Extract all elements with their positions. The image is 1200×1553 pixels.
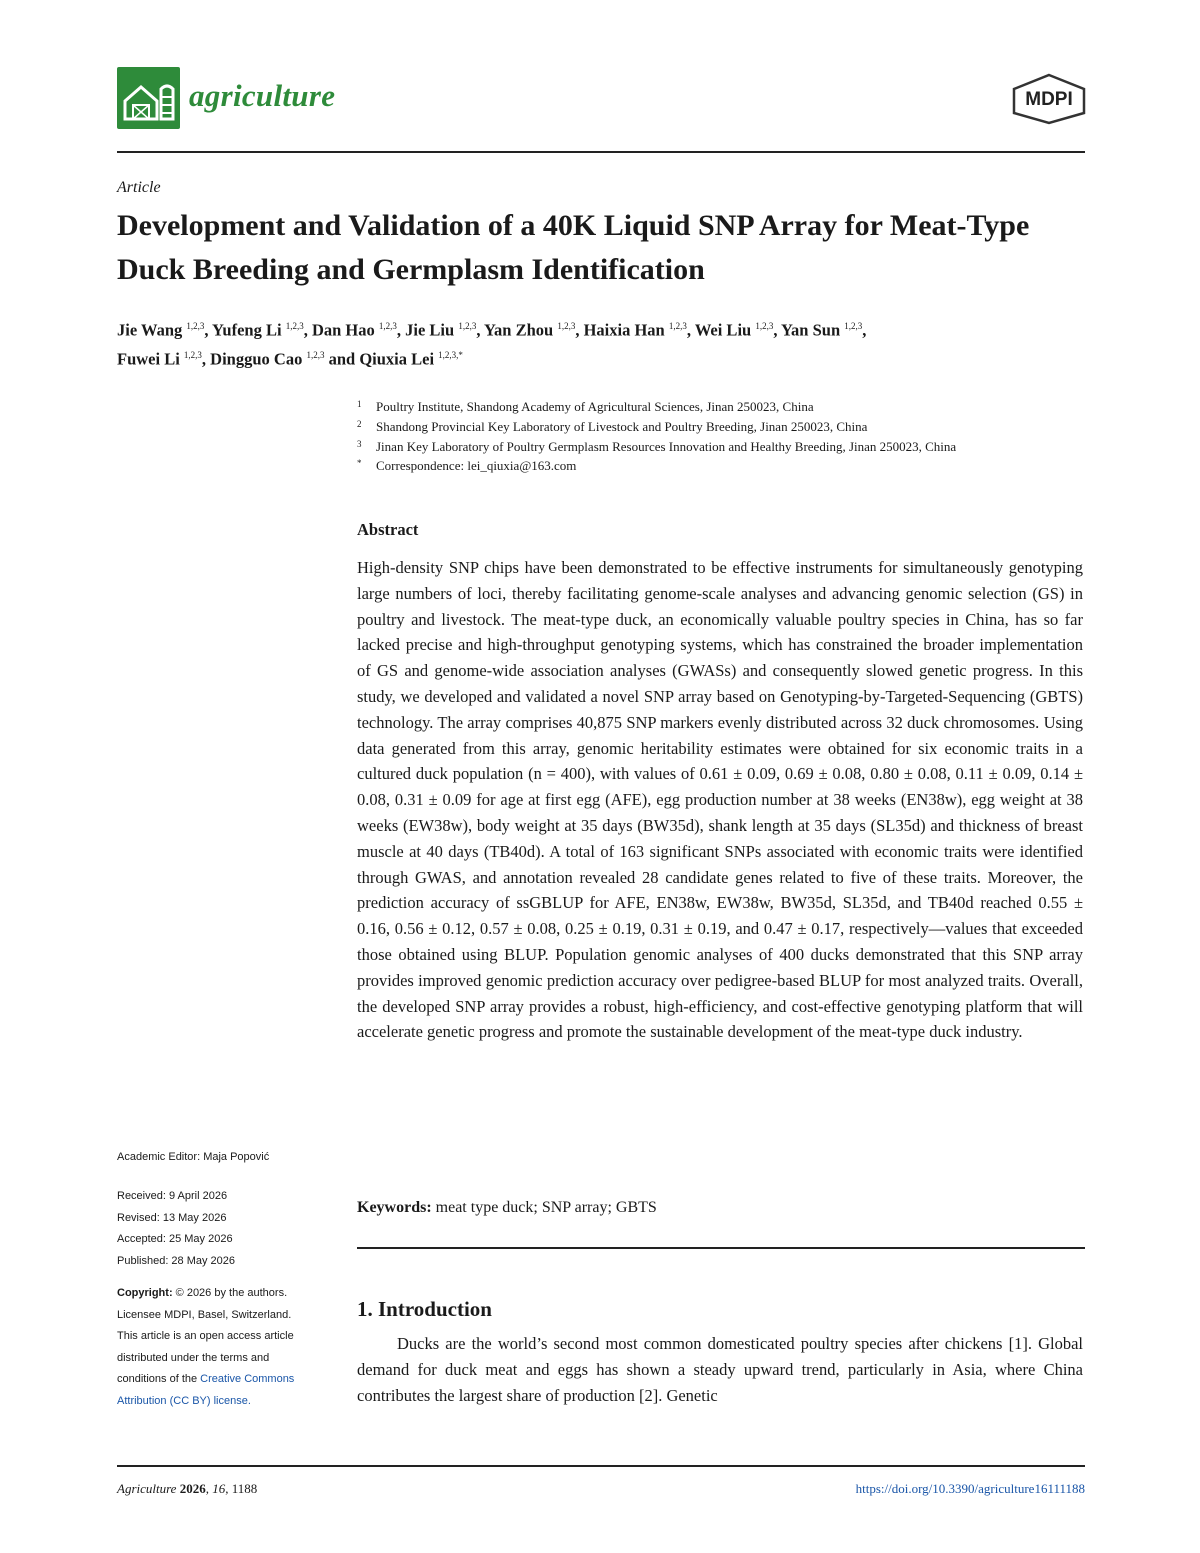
affiliation-item: 1 Poultry Institute, Shandong Academy of Agricultural Sciences, Jinan 250023, China bbox=[357, 399, 814, 414]
author-name[interactable]: Dan Hao bbox=[311, 320, 375, 340]
article-title: Development and Validation of a 40K Liquid SNP Array for Meat-Type Duck Breeding and Germplasm Identification bbox=[117, 209, 1030, 286]
publication-dates bbox=[117, 1186, 235, 1272]
header-divider bbox=[117, 151, 1085, 153]
affiliation-item: 2 Shandong Provincial Key Laboratory of Livestock and Poultry Breeding, Jinan 250023, China bbox=[357, 418, 868, 434]
correspondence[interactable]: * Correspondence: lei_qiuxia@163.com bbox=[357, 458, 577, 474]
author-list: Jie Wang $^{1,2,3}$, Yufeng Li $^{1,2,3}$, Dan Hao $^{1,2,3}$, Jie Liu $^{1,2,3}$, Yan Zhou $^{1,2,3}$, Haixia Han $^{1,2,3}$, Wei Liu $^{1,2,3}$, Yan Sun $^{1,2,3}$, Fuwei Li $^{1,2,3}$, Dingguo Cao $^{1,2,3}$ and Qiuxia Lei $^{1,2,3,*}$ bbox=[117, 320, 867, 368]
author-name[interactable]: Fuwei Li bbox=[117, 349, 180, 368]
journal-logo bbox=[117, 67, 180, 129]
author-name[interactable]: Jie Liu bbox=[405, 320, 455, 340]
author-name[interactable]: Wei Liu bbox=[694, 320, 752, 340]
abstract-body: High-density SNP chips have been demonstrated to be effective instruments for simultaneously genotyping large numbers of loci, thereby facilitating genome-scale analyses and advancing genomic selection (GS) in poultry and livestock. The meat-type duck, an economically valuable poultry species in China, has so far lacked precise and high-throughput genotyping systems, which has constrained the broader implementation of GS and genome-wide association analyses (GWASs) and consequently slowed genetic progress. In this study, we developed and validated a novel SNP array based on Genotyping-by-Targeted-Sequencing (GBTS) technology. The array comprises 40,875 SNP markers evenly distributed across 32 duck chromosomes. Using data generated from this array, genomic heritability estimates were obtained for six economic traits in a cultured duck population (n = 400), with values of 0.61 ± 0.09, 0.69 ± 0.08, 0.80 ± 0.08, 0.11 ± 0.09, 0.14 ± 0.08, 0.31 ± 0.09 for age at first egg (AFE), egg production number at 38 weeks (EN38w), egg weight at 38 weeks (EW38w), body weight at 35 days (BW35d), shank length at 35 days (SL35d) and thickness of breast muscle at 40 days (TB40d). A total of 163 significant SNPs associated with economic traits were identified through GWAS, and annotation revealed 28 candidate genes related to five of these traits. Moreover, the prediction accuracy of ssGBLUP for AFE, EN38w, EW38w, BW35d, SL35d, and TB40d reached 0.55 ± 0.16, 0.56 ± 0.12, 0.57 ± 0.08, 0.25 ± 0.19, 0.31 ± 0.19, and 0.47 ± 0.17, respectively—values that exceeded those obtained using BLUP. Population genomic analyses of 400 ducks demonstrated that this SNP array provides improved genomic prediction accuracy over pedigree-based BLUP for most analyzed traits. Overall, the developed SNP array provides a robust, high-efficiency, and cost-effective genotyping platform that will accelerate genetic progress and promote the sustainable development of the meat-type duck industry. bbox=[357, 558, 1083, 1042]
author-name[interactable]: Qiuxia Lei bbox=[359, 349, 435, 368]
section-body: Ducks are the world’s second most common domesticated poultry species after chickens [1]. Global demand for duck meat and eggs has shown a steady upward trend, particularly in Asia, where China contributes the largest share of production [2]. Genetic bbox=[357, 1334, 1083, 1405]
footer-divider bbox=[117, 1465, 1085, 1467]
doi-link[interactable]: https://doi.org/10.3390/agriculture16111188 bbox=[855, 1481, 1085, 1496]
svg-text:MDPI: MDPI bbox=[1025, 89, 1073, 110]
affiliations bbox=[357, 397, 1087, 476]
keywords: Keywords: meat type duck; SNP array; GBTS bbox=[357, 1199, 657, 1216]
published-date: Published: 28 May 2026 bbox=[117, 1254, 236, 1267]
license-link[interactable]: Creative Commons bbox=[200, 1373, 295, 1385]
revised-date: Revised: 13 May 2026 bbox=[117, 1211, 227, 1224]
abstract-heading: Abstract bbox=[357, 520, 419, 539]
copyright-notice: Copyright: © 2026 by the authors. Licensee MDPI, Basel, Switzerland. This article is an open access article distributed under the terms and conditions of the Creative Commons Attribution (CC BY) license. bbox=[117, 1287, 295, 1407]
section-heading: 1. Introduction bbox=[357, 1297, 492, 1321]
accepted-date: Accepted: 25 May 2026 bbox=[117, 1233, 233, 1245]
author-name[interactable]: Dingguo Cao bbox=[210, 349, 303, 368]
mdpi-logo bbox=[1010, 73, 1088, 125]
received-date: Received: 9 April 2026 bbox=[117, 1190, 228, 1202]
article-type: Article bbox=[117, 179, 161, 196]
affiliation-item: 3 Jinan Key Laboratory of Poultry Germplasm Resources Innovation and Healthy Breeding, Jinan 250023, China bbox=[357, 438, 957, 454]
journal-name: agriculture bbox=[189, 78, 336, 113]
barn-icon bbox=[117, 67, 180, 129]
author-name[interactable]: Haixia Han bbox=[583, 320, 665, 340]
academic-editor: Academic Editor: Maja Popović bbox=[117, 1151, 270, 1163]
author-name[interactable]: Jie Wang bbox=[117, 320, 183, 340]
license-link[interactable]: Attribution (CC BY) license. bbox=[117, 1394, 251, 1407]
citation: Agriculture 2026, 16, 1188 bbox=[117, 1481, 258, 1496]
author-name[interactable]: Yan Sun bbox=[780, 320, 841, 340]
author-name[interactable]: Yan Zhou bbox=[483, 320, 554, 340]
author-name[interactable]: Yufeng Li bbox=[212, 320, 282, 340]
keywords-divider bbox=[357, 1247, 1085, 1249]
